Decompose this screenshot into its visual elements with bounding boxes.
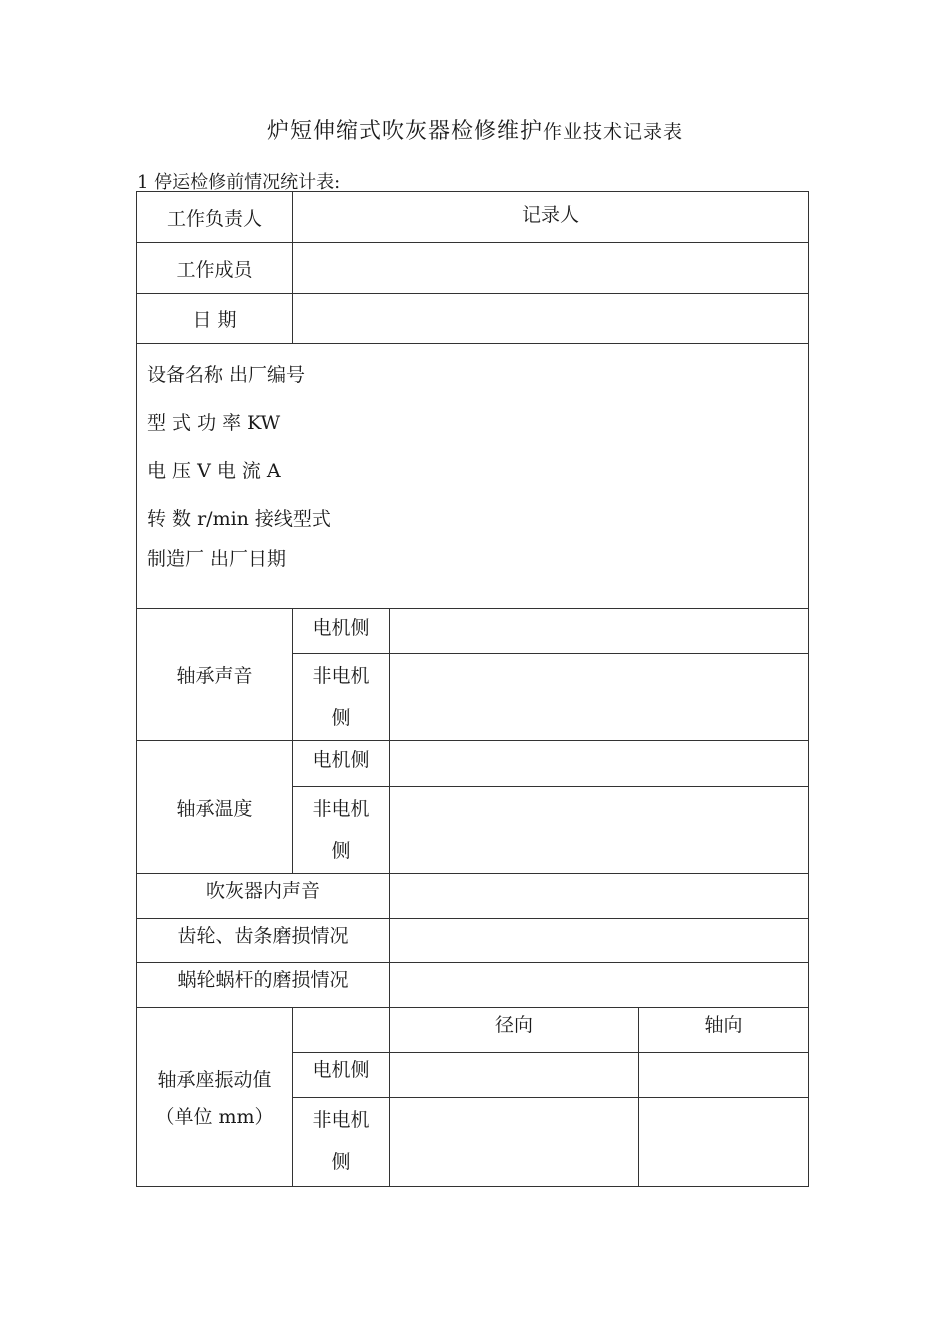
worm-gear-label: 蜗轮蜗杆的磨损情况 [137, 963, 390, 1008]
section-heading: 1 停运检修前情况统计表: [137, 172, 341, 193]
inner-sound-row [137, 874, 809, 919]
date-label: 日 期 [137, 294, 293, 344]
recorder-cell[interactable] [293, 192, 809, 243]
bearing-temp-nonmotor-side [293, 787, 390, 874]
title-tail: 作业技术记录表 [543, 121, 684, 143]
inner-sound-value[interactable] [390, 874, 809, 919]
vibration-label [137, 1008, 293, 1187]
recorder-label: 记录人 [522, 204, 580, 226]
bearing-temp-motor-value[interactable] [390, 741, 809, 787]
nonmotor-line-1: 非电机 [312, 1109, 370, 1131]
axial-header: 轴向 [639, 1008, 809, 1053]
vibration-motor-side: 电机侧 [293, 1053, 390, 1098]
manufacturer-line: 制造厂 出厂日期 [147, 548, 287, 570]
nonmotor-line-2: 侧 [331, 840, 351, 862]
bearing-temp-nonmotor-value[interactable] [390, 787, 809, 874]
equipment-info-cell[interactable] [137, 344, 809, 609]
radial-header: 径向 [390, 1008, 639, 1053]
vibration-motor-axial[interactable] [639, 1053, 809, 1098]
bearing-sound-motor-value[interactable] [390, 609, 809, 654]
speed-wiring-line: 转 数 r/min 接线型式 [147, 508, 331, 530]
date-row [137, 294, 809, 344]
voltage-current-line: 电 压 V 电 流 A [147, 460, 281, 482]
worm-gear-value[interactable] [390, 963, 809, 1008]
record-table [136, 191, 809, 1187]
vibration-header-row [137, 1008, 809, 1053]
members-value[interactable] [293, 243, 809, 294]
vibration-blank-header [293, 1008, 390, 1053]
nonmotor-line-2: 侧 [331, 1151, 351, 1173]
worm-gear-row [137, 963, 809, 1008]
nonmotor-line-1: 非电机 [312, 798, 370, 820]
members-row [137, 243, 809, 294]
nonmotor-line-1: 非电机 [312, 665, 370, 687]
gear-rack-value[interactable] [390, 919, 809, 963]
nonmotor-line-2: 侧 [331, 707, 351, 729]
vibration-label-line-1: 轴承座振动值 [157, 1069, 272, 1091]
bearing-sound-nonmotor-value[interactable] [390, 654, 809, 741]
equipment-name-line: 设备名称 出厂编号 [147, 364, 306, 386]
vibration-nonmotor-side [293, 1098, 390, 1187]
gear-rack-row [137, 919, 809, 963]
title-main: 炉短伸缩式吹灰器检修维护 [266, 119, 543, 144]
members-label: 工作成员 [137, 243, 293, 294]
bearing-temp-motor-row [137, 741, 809, 787]
vibration-nonmotor-radial[interactable] [390, 1098, 639, 1187]
model-power-line: 型 式 功 率 KW [147, 412, 281, 434]
inner-sound-label: 吹灰器内声音 [137, 874, 390, 919]
gear-rack-label: 齿轮、齿条磨损情况 [137, 919, 390, 963]
bearing-sound-nonmotor-side [293, 654, 390, 741]
vibration-motor-radial[interactable] [390, 1053, 639, 1098]
bearing-sound-label: 轴承声音 [137, 609, 293, 741]
vibration-nonmotor-axial[interactable] [639, 1098, 809, 1187]
bearing-sound-motor-row [137, 609, 809, 654]
bearing-temp-label: 轴承温度 [137, 741, 293, 874]
equipment-info-row [137, 344, 809, 609]
bearing-temp-motor-side: 电机侧 [293, 741, 390, 787]
bearing-sound-motor-side: 电机侧 [293, 609, 390, 654]
leader-row [137, 192, 809, 243]
document-title [0, 114, 950, 145]
date-value[interactable] [293, 294, 809, 344]
vibration-unit: （单位 mm） [155, 1106, 274, 1128]
leader-label: 工作负责人 [137, 192, 293, 243]
